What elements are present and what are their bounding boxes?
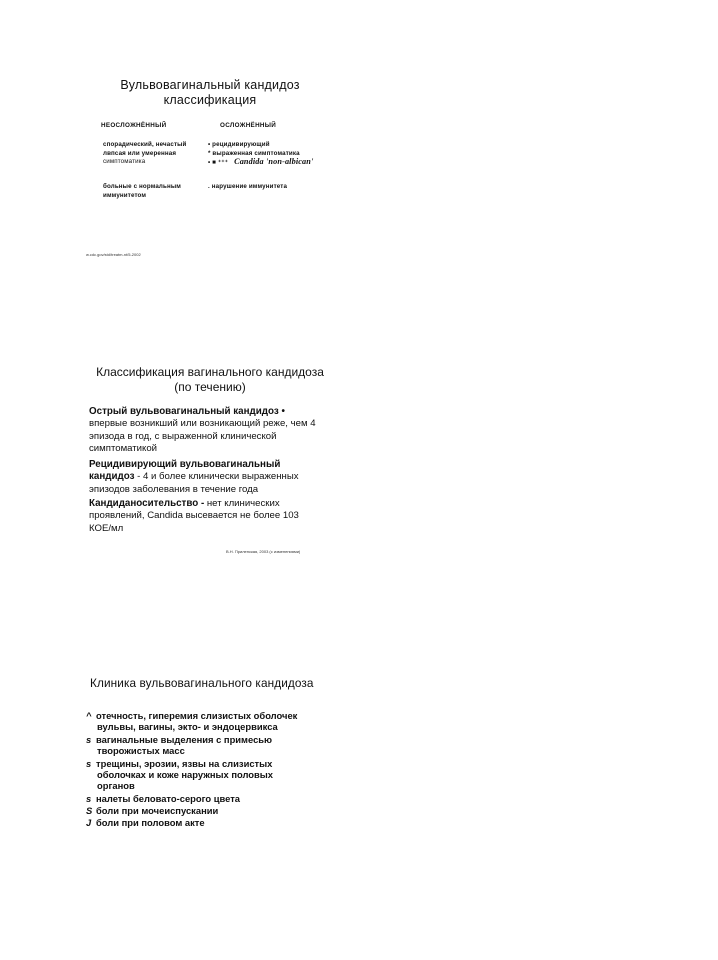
right-item-4: . нарушение иммунитета	[208, 183, 288, 190]
col-right-header: ОСЛОЖНЁННЫЙ	[220, 122, 277, 129]
right-item-3	[208, 158, 313, 168]
slide2-title-line2: (по течению)	[174, 379, 246, 394]
slide3-title: Клиника вульвовагинального кандидоза	[90, 676, 314, 690]
left-item-2-b: иммунитетом	[103, 191, 147, 199]
list-item-line1: боли при половом акте	[96, 817, 205, 828]
bullet-mark: s	[86, 734, 92, 745]
p1-line2: впервые возникший или возникающий реже, чем 4	[89, 418, 316, 430]
bullet-mark: s	[86, 793, 92, 804]
left-item-2	[103, 183, 181, 200]
list-item	[86, 806, 346, 817]
right-item-3-italic: Candida 'non-albican'	[234, 157, 314, 166]
p2-text-1: - 4 и более клинически выраженных	[134, 471, 299, 483]
p2-bold-1: Рецидивирующий вульвовагинальный	[89, 459, 281, 470]
list-item-line2: творожистых масс	[97, 744, 185, 756]
col-left-header: НЕОСЛОЖНЁННЫЙ	[101, 122, 167, 129]
left-item-1-a: спорадический, нечастый	[103, 141, 187, 148]
slide1-title	[80, 78, 340, 108]
bullet-mark: s	[86, 758, 92, 769]
slide2-paragraph-1	[89, 406, 339, 456]
slide1-title-line1: Вульвовагинальный кандидоз	[120, 78, 300, 92]
list-item-line1: отечность, гиперемия слизистых оболочек	[96, 710, 298, 721]
slide2-title-line1: Классификация вагинального кандидоза	[96, 365, 324, 379]
bullet-mark: ^	[86, 710, 92, 721]
list-item	[86, 735, 346, 757]
left-item-1-b: лвпсая или умеренная	[103, 149, 177, 157]
slide1-title-line2: классификация	[163, 93, 257, 107]
list-item-line1: вагинальные выделения с примесью	[96, 734, 273, 745]
right-item-3-prefix: • ■ ⁺⁺⁺	[208, 159, 229, 166]
list-item-line2: оболочках и коже наружных половых	[97, 768, 274, 780]
left-item-1	[103, 141, 187, 167]
p3-line3: КОЕ/мл	[89, 522, 124, 534]
list-item-line2: вульвы, вагины, экто- и эндоцервикса	[97, 720, 278, 732]
slide1-source: w.cdc.gov/std/treatm-nt/5-2002	[86, 252, 141, 257]
slide2-paragraph-3	[89, 498, 339, 535]
p1-bold: Острый вульвовагинальный кандидоз •	[89, 406, 285, 417]
list-item-line3: органов	[97, 779, 135, 791]
p3-bold: Кандиданосительство -	[89, 498, 205, 509]
bullet-mark: S	[86, 805, 93, 816]
p1-line3: эпизода в год, с выраженной клинической	[89, 430, 277, 442]
p2-line2	[89, 471, 339, 483]
p2-bold-2: кандидоз	[89, 471, 135, 483]
p1-line4: симптоматикой	[89, 443, 158, 455]
left-item-2-a: больные с нормальным	[103, 183, 182, 190]
p3-line1	[89, 498, 339, 510]
list-item-line1: боли при мочеиспускании	[96, 805, 219, 816]
slide2-source: В.Н. Прилепская, 2003 (с изменениями)	[226, 549, 301, 554]
list-item-line1: трещины, эрозии, язвы на слизистых	[96, 758, 273, 769]
right-item-1: • рецидивирующий	[208, 141, 270, 148]
list-item	[86, 818, 346, 829]
right-items	[208, 141, 313, 168]
list-item	[86, 711, 346, 733]
list-item-line1: налеты беловато-серого цвета	[96, 793, 241, 804]
right-item-2: * выраженная симптоматика	[208, 149, 300, 157]
list-item	[86, 794, 346, 805]
p3-text-1: нет клинических	[204, 498, 280, 509]
left-item-1-c: симптоматика	[103, 158, 146, 165]
slide2-title	[80, 365, 340, 394]
list-item	[86, 759, 346, 791]
p2-line3: эпизодов заболевания в течение года	[89, 483, 259, 495]
bullet-mark: J	[86, 817, 92, 828]
slide2-paragraph-2	[89, 459, 339, 496]
p3-line2: проявлений, Candida высевается не более 103	[89, 510, 299, 522]
